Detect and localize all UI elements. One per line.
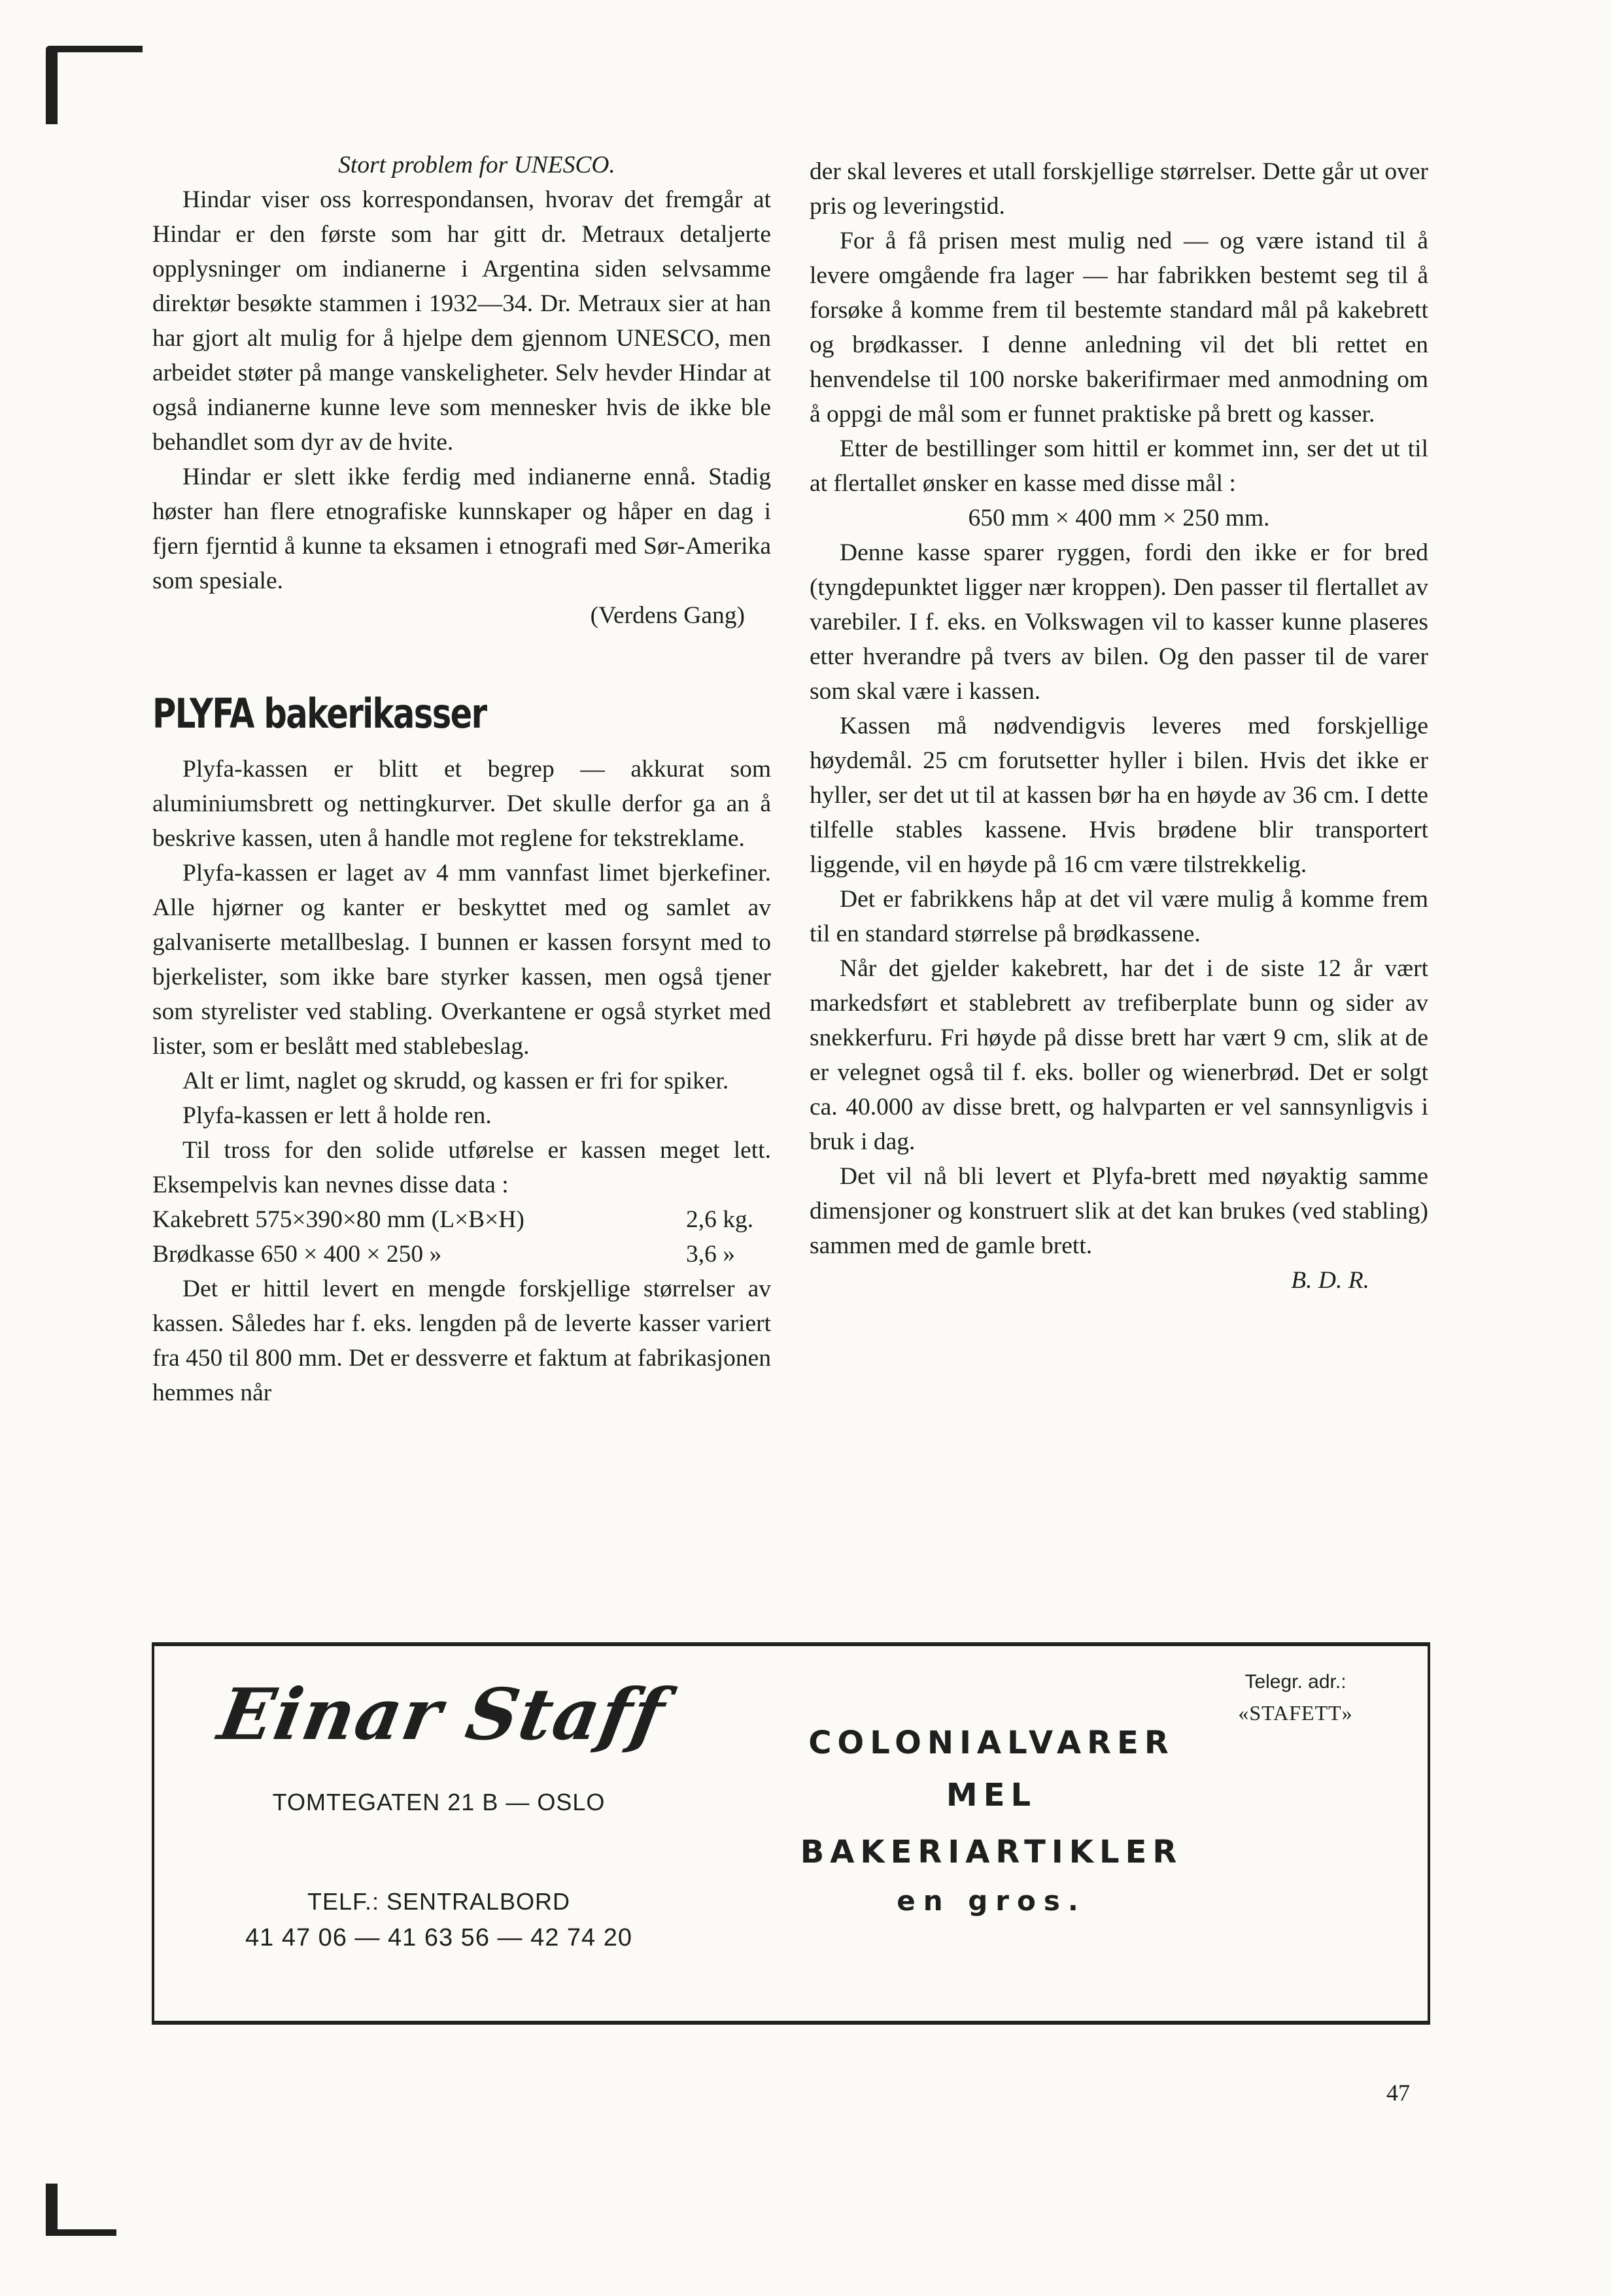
advertisement-box (152, 1642, 1430, 2025)
paragraph: Denne kasse sparer ryggen, fordi den ikke er for bred (tyngdepunktet ligger nær kroppen). Den passer til flertallet av varebiler. I f. eks. en Volkswagen vil to kasser kunne plaseres etter hverandre på tvers av bilen. Og den passer til de varer som skal være i kassen. (810, 539, 1428, 705)
paragraph: Etter de bestillinger som hittil er kommet inn, ser det ut til at flertallet ønsker en kasse med disse mål : (810, 435, 1428, 497)
paragraph: Til tross for den solide utførelse er kassen meget lett. Eksempelvis kan nevnes disse data : (152, 1137, 771, 1198)
paragraph: Alt er limt, naglet og skrudd, og kassen er fri for spiker. (182, 1068, 729, 1094)
left-column (152, 148, 771, 1410)
page-corner-mark-bottom (46, 2184, 116, 2236)
paragraph: Hindar er slett ikke ferdig med indianerne ennå. Stadig høster han flere etnografiske kunnskaper og håper en dag i fjern fjerntid å kunne ta eksamen i etnografi med Sør-Amerika som spesiale. (152, 464, 771, 594)
ad-line-colonialvarer: COLONIALVARER (808, 1725, 1175, 1761)
article-title: PLYFA bakerikasser (152, 690, 487, 737)
ad-line-bakeriartikler: BAKERIARTIKLER (800, 1834, 1183, 1870)
advertiser-address: TOMTEGATEN 21 B — OSLO (272, 1789, 606, 1815)
advertiser-logo: Einar Staff (213, 1674, 672, 1756)
paragraph: Det vil nå bli levert et Plyfa-brett med nøyaktig samme dimensjoner og konstruert slik at det kan brukes (ved stabling) sammen med de gamle brett. (810, 1163, 1428, 1259)
paragraph: Når det gjelder kakebrett, har det i de siste 12 år vært markedsført et stablebrett av trefiberplate bunn og sider av snekkerfuru. Fri høyde på disse brett har vært 9 cm, slik at de er velegnet også til f. eks. boller og wienerbrød. Det er solgt ca. 40.000 av disse brett, og halvparten er vel sannsynligvis i bruk i dag. (810, 955, 1428, 1155)
section-subheading: Stort problem for UNESCO. (338, 152, 615, 178)
paragraph: Det er fabrikkens håp at det vil være mulig å komme frem til en standard størrelse på brødkassene. (810, 886, 1428, 947)
page-corner-mark-top (46, 46, 143, 124)
data-row-kakebrett (152, 1202, 771, 1237)
dimensions-line: 650 mm × 400 mm × 250 mm. (968, 505, 1270, 532)
paragraph: Plyfa-kassen er laget av 4 mm vannfast limet bjerkefiner. Alle hjørner og kanter er beskyttet med og samlet av galvaniserte metallbeslag. I bunnen er kassen forsynt med to bjerkelister, som ikke bare styrker kassen, men også tjener som styrelister ved stabling. Overkantene er også styrket med lister, som er beslått med stablebeslag. (152, 860, 771, 1060)
data-row-label: Brødkasse 650 × 400 × 250 » (152, 1241, 442, 1268)
telegram-label: Telegr. adr.: (1244, 1671, 1346, 1693)
source-credit: (Verdens Gang) (590, 602, 745, 629)
telegram-address: «STAFETT» (1238, 1701, 1353, 1725)
paragraph: For å få prisen mest mulig ned — og være istand til å levere omgående fra lager — har fabrikken bestemt seg til å forsøke å komme frem til bestemte standard mål på kakebrett og brødkasser. I denne anledning vil det bli rettet en henvendelse til 100 norske bakerifirmaer med anmodning om å oppgi de mål som er funnet praktiske på brett og kasser. (810, 228, 1428, 428)
ad-line-en-gros: en gros. (897, 1885, 1086, 1917)
paragraph: Kassen må nødvendigvis leveres med forskjellige høydemål. 25 cm forutsetter hyller i bilen. Hvis det ikke er hyller, ser det ut til at kassen bør ha en høyde av 36 cm. I dette tilfelle stables kassene. Hvis brødene blir transportert liggende, vil en høyde på 16 cm være tilstrekkelig. (810, 713, 1428, 878)
paragraph: Plyfa-kassen er blitt et begrep — akkurat som aluminiumsbrett og nettingkurver. Det skulle derfor ga an å beskrive kassen, uten å handle mot reglene for tekstreklame. (152, 756, 771, 852)
paragraph: Hindar viser oss korrespondansen, hvorav det fremgår at Hindar er den første som har gitt dr. Metraux detaljerte opplysninger om indianerne i Argentina siden selvsamme direktør besøkte stammen i 1932—34. Dr. Metraux sier at han har gjort alt mulig for å hjelpe dem gjennom UNESCO, men arbeidet støter på mange vanskeligheter. Selv hevder Hindar at også indianerne kunne leve som mennesker hvis de ikke ble behandlet som dyr av de hvite. (152, 186, 771, 456)
paragraph: Plyfa-kassen er lett å holde ren. (182, 1102, 492, 1129)
data-row-value: 2,6 kg. (686, 1206, 754, 1233)
data-row-value: 3,6 » (686, 1241, 735, 1268)
page-number: 47 (1386, 2080, 1410, 2106)
right-column (810, 154, 1428, 1298)
paragraph: der skal leveres et utall forskjellige størrelser. Dette går ut over pris og leveringstid. (810, 158, 1428, 220)
author-signature: B. D. R. (1291, 1267, 1369, 1294)
ad-line-mel: MEL (946, 1777, 1037, 1814)
phone-numbers: 41 47 06 — 41 63 56 — 42 74 20 (245, 1924, 632, 1951)
data-row-label: Kakebrett 575×390×80 mm (L×B×H) (152, 1206, 524, 1233)
advertiser-block (154, 1646, 723, 2021)
data-row-brodkasse (152, 1237, 771, 1272)
phone-label: TELF.: SENTRALBORD (307, 1888, 571, 1915)
paragraph: Det er hittil levert en mengde forskjellige størrelser av kassen. Således har f. eks. lengden på de leverte kasser variert fra 450 til 800 mm. Det er dessverre et faktum at fabrikasjonen hemmes når (152, 1275, 771, 1406)
